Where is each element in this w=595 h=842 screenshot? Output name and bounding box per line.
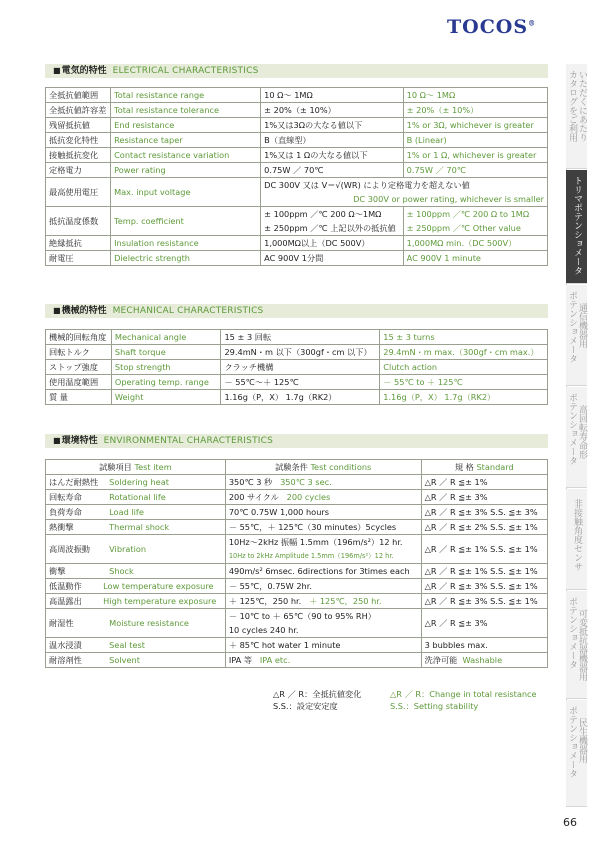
row-label-en: Moisture resistance (101, 609, 225, 638)
legend-jp: S.S.：設定安定度 (273, 701, 338, 711)
table-row (46, 653, 548, 668)
condition-line-1: － 10℃ to ＋ 65℃（90 to 95% RH） (228, 611, 376, 621)
value-en: B (Linear) (403, 133, 547, 148)
max-voltage-values (261, 178, 548, 207)
condition-en: 200 cycles (286, 492, 331, 502)
row-label-en: Rotational life (101, 490, 225, 505)
row-label-jp: 耐溶剤性 (46, 653, 102, 668)
value-en: 15 ± 3 turns (380, 330, 548, 345)
value-en: 1% or 1 Ω, whichever is greater (403, 148, 547, 163)
table-row (46, 594, 548, 609)
value-jp: ± 100ppm ／℃ 200 Ω～1MΩ (264, 209, 382, 219)
row-label-en: Contact resistance variation (111, 148, 261, 163)
legend-jp: △R ／ R：全抵抗値変化 (273, 689, 362, 699)
standard-en: Washable (462, 655, 503, 665)
condition-en: IPA etc. (259, 655, 291, 665)
side-tab-potentiometer-long-life[interactable] (566, 387, 587, 488)
table-row (46, 375, 548, 390)
condition-jp: IPA 等 (228, 655, 253, 665)
table-row (46, 579, 548, 594)
table-row (46, 360, 548, 375)
table-row (46, 390, 548, 405)
row-label-en: Vibration (101, 535, 225, 564)
value-en: Clutch action (380, 360, 548, 375)
header-jp: 規 格 (454, 462, 474, 472)
row-label-jp: 負荷寿命 (46, 505, 102, 520)
row-label-jp: 最高使用電圧 (46, 178, 111, 207)
table-row (46, 345, 548, 360)
header-standard (421, 460, 547, 475)
mechanical-title-en: MECHANICAL CHARACTERISTICS (112, 306, 264, 316)
row-label-en: Solvent (101, 653, 225, 668)
tab-label-line2: 民生機器用 (577, 718, 587, 763)
row-label-jp: 抵抗変化特性 (46, 133, 111, 148)
test-condition (225, 475, 421, 490)
value-en: DC 300V or power rating, whichever is smaller (353, 194, 544, 204)
condition-jp: 200 サイクル (228, 492, 279, 502)
row-label-en: Seal test (101, 638, 225, 653)
row-label-jp: 絶縁抵抗 (46, 236, 111, 251)
tocos-logo (447, 16, 559, 44)
value-jp: 15 ± 3 回転 (221, 330, 380, 345)
table-row (46, 207, 548, 236)
row-label-en: Operating temp. range (111, 375, 221, 390)
condition-jp: 350℃ 3 秒 (228, 477, 273, 487)
row-label-en: Temp. coefficient (111, 207, 261, 236)
side-tab-potentiometer-consumer[interactable] (566, 700, 587, 807)
header-test-conditions (225, 460, 421, 475)
row-label-en: Soldering heat (101, 475, 225, 490)
tab-label-line1: ポテンショメータ (567, 291, 577, 363)
value-jp: 10 Ω～ 1MΩ (261, 88, 403, 103)
condition-en: 350℃ 3 sec. (280, 477, 332, 487)
test-condition: 490m/s² 6msec. 6directions for 3times each (225, 564, 421, 579)
header-test-item (46, 460, 226, 475)
tab-label-line1: ポテンショメータ (567, 597, 577, 669)
standard-value: △R ／ R ≦± 3% S.S. ≦± 3% (421, 505, 547, 520)
row-label-en: Load life (101, 505, 225, 520)
row-label-en: Low temperature exposure (101, 579, 225, 594)
value-en: 29.4mN・m max.（300gf・cm max.） (380, 345, 548, 360)
row-label-en: Shaft torque (111, 345, 221, 360)
header-en: Test conditions (310, 462, 372, 472)
standard-value: △R ／ R ≦± 3% (421, 490, 547, 505)
header-jp: 試験条件 (275, 462, 308, 472)
value-jp: 1%又は3Ωの大なる値以下 (261, 118, 403, 133)
row-label-jp: 残留抵抗値 (46, 118, 111, 133)
row-label-jp: 抵抗温度係数 (46, 207, 111, 236)
electrical-title-jp: ■ 電気的特性 (53, 66, 107, 76)
value-jp: ± 20%（± 10%） (261, 103, 403, 118)
tab-label-line1: ポテンショメータ (567, 393, 577, 465)
row-label-jp: 定格電力 (46, 163, 111, 178)
side-tab-catalog-guide[interactable] (566, 64, 587, 169)
row-label-jp: 接触抵抗変化 (46, 148, 111, 163)
row-label-en: Resistance taper (111, 133, 261, 148)
table-row (46, 330, 548, 345)
value-jp: クラッチ機構 (221, 360, 380, 375)
row-label-en: Thermal shock (101, 520, 225, 535)
value-en: ± 250ppm ／℃ Other value (406, 223, 521, 233)
row-label-en: Weight (111, 390, 221, 405)
header-en: Standard (476, 462, 514, 472)
electrical-section-header (45, 64, 548, 78)
side-tab-non-contact-sensor[interactable] (566, 489, 587, 590)
condition-en: ＋ 125℃，250 hr. (309, 596, 382, 606)
row-label-jp: 衝撃 (46, 564, 102, 579)
value-jp: 1.16g（P，X） 1.7g（RK2） (221, 390, 380, 405)
value-en: 10 Ω～ 1MΩ (403, 88, 547, 103)
table-row (46, 118, 548, 133)
footnote-legend (273, 688, 537, 712)
value-en: － 55℃ to ＋ 125℃ (380, 375, 548, 390)
standard-value (421, 653, 547, 668)
side-tab-potentiometer-variable-resistor[interactable] (566, 591, 587, 699)
row-label-en: Max. input voltage (111, 178, 261, 207)
table-row (46, 520, 548, 535)
row-label-en: Total resistance tolerance (111, 103, 261, 118)
row-label-jp: 機械的回転角度 (46, 330, 112, 345)
row-label-en: End resistance (111, 118, 261, 133)
row-label-jp: 耐湿性 (46, 609, 102, 638)
test-condition (225, 490, 421, 505)
header-en: Test item (134, 462, 172, 472)
value-jp: 1%又は 1 Ωの大なる値以下 (261, 148, 403, 163)
test-condition: 70℃ 0.75W 1,000 hours (225, 505, 421, 520)
value-en: ± 20%（± 10%） (403, 103, 547, 118)
value-en: AC 900V 1 minute (403, 251, 547, 266)
logo-text: TOCOS (447, 16, 529, 38)
row-label-jp: 高温露出 (46, 594, 102, 609)
tab-label-line1: カタログをご利用 (567, 70, 577, 142)
tab-label-line2: いただくにあたり (577, 70, 587, 142)
test-condition: ＋ 85℃ hot water 1 minute (225, 638, 421, 653)
value-jp: 29.4mN・m 以下（300gf・cm 以下） (221, 345, 380, 360)
standard-value: △R ／ R ≦± 1% (421, 475, 547, 490)
value-en: 1,000MΩ min.（DC 500V） (403, 236, 547, 251)
temp-coef-values-jp (261, 207, 403, 236)
row-label-jp: 質 量 (46, 390, 112, 405)
value-en: 1.16g（P，X） 1.7g（RK2） (380, 390, 548, 405)
value-jp: DC 300V 又は V＝√(WR) により定格電力を超えない値 (264, 180, 470, 190)
vibration-conditions (225, 535, 421, 564)
row-label-jp: 全抵抗値範囲 (46, 88, 111, 103)
table-row (46, 638, 548, 653)
moisture-conditions (225, 609, 421, 638)
row-label-en: Dielectric strength (111, 251, 261, 266)
table-row (46, 133, 548, 148)
tab-label-line1: トリマポテンショメータ (572, 176, 582, 275)
electrical-table (45, 87, 548, 266)
row-label-jp: 回転寿命 (46, 490, 102, 505)
row-label-jp: 熱衝撃 (46, 520, 102, 535)
table-row (46, 148, 548, 163)
electrical-title-en: ELECTRICAL CHARACTERISTICS (112, 66, 259, 76)
value-jp: B（直線型） (261, 133, 403, 148)
standard-value: △R ／ R ≦± 2% S.S. ≦± 1% (421, 520, 547, 535)
table-row (46, 490, 548, 505)
tab-label-line2: 可変抵抗器機器用 (577, 609, 587, 681)
row-label-en: Mechanical angle (111, 330, 221, 345)
standard-jp: 洗浄可能 (424, 655, 458, 665)
row-label-en: Stop strength (111, 360, 221, 375)
row-label-jp: 回転トルク (46, 345, 112, 360)
table-row (46, 88, 548, 103)
page-number: 66 (563, 816, 577, 829)
value-jp: － 55℃～＋ 125℃ (221, 375, 380, 390)
table-header-row (46, 460, 548, 475)
table-row (46, 178, 548, 207)
standard-value: △R ／ R ≦± 1% S.S. ≦± 1% (421, 564, 547, 579)
test-condition (225, 594, 421, 609)
table-row (46, 564, 548, 579)
row-label-jp: 全抵抗値許容差 (46, 103, 111, 118)
standard-value: △R ／ R ≦± 1% S.S. ≦± 1% (421, 535, 547, 564)
row-label-en: High temperature exposure (101, 594, 225, 609)
environmental-title-en: ENVIRONMENTAL CHARACTERISTICS (103, 436, 274, 446)
value-jp: 0.75W ／ 70℃ (261, 163, 403, 178)
tab-label-line1: 非接触角度センサ (572, 499, 582, 571)
value-en: ± 100ppm ／℃ 200 Ω to 1MΩ (406, 209, 530, 219)
legend-en: △R ／ R：Change in total resistance (390, 689, 537, 699)
mechanical-section-header (45, 304, 548, 318)
table-row (46, 103, 548, 118)
tab-label-line2: 通信機器用 (577, 303, 587, 348)
test-condition: － 55℃，＋ 125℃（30 minutes）5cycles (225, 520, 421, 535)
value-en: 1% or 3Ω, whichever is greater (403, 118, 547, 133)
header-jp: 試験項目 (99, 462, 132, 472)
table-row (46, 505, 548, 520)
legend-en: S.S.：Setting stability (390, 701, 479, 711)
mechanical-table (45, 329, 548, 405)
value-jp: AC 900V 1分間 (261, 251, 403, 266)
row-label-jp: 高周波振動 (46, 535, 102, 564)
table-row (46, 163, 548, 178)
row-label-jp: 温水浸漬 (46, 638, 102, 653)
registered-mark: ® (528, 18, 537, 28)
row-label-en: Insulation resistance (111, 236, 261, 251)
standard-value: 3 bubbles max. (421, 638, 547, 653)
test-condition (225, 653, 421, 668)
table-row (46, 535, 548, 564)
condition-line-2: 10 cycles 240 hr. (228, 625, 299, 635)
tab-label-line1: ポテンショメータ (567, 706, 577, 778)
condition-jp: 10Hz～2kHz 振幅 1.5mm（196m/s²）12 hr. (228, 537, 403, 547)
row-label-en: Total resistance range (111, 88, 261, 103)
environmental-title-jp: ■ 環境特性 (53, 436, 98, 446)
row-label-jp: 使用温度範囲 (46, 375, 112, 390)
environmental-section-header (45, 434, 548, 448)
table-row (46, 475, 548, 490)
value-en: 0.75W ／ 70℃ (403, 163, 547, 178)
standard-value: △R ／ R ≦± 3% S.S. ≦± 1% (421, 594, 547, 609)
side-tab-trimmer-potentiometer[interactable] (566, 170, 587, 284)
condition-en: 10Hz to 2kHz Amplitude 1.5mm（196m/s²）12 hr. (228, 552, 394, 560)
standard-value: △R ／ R ≦± 3% S.S. ≦± 1% (421, 579, 547, 594)
table-row (46, 251, 548, 266)
tab-label-line2: 高回転寿命形 (577, 405, 587, 459)
row-label-en: Power rating (111, 163, 261, 178)
row-label-jp: 耐電圧 (46, 251, 111, 266)
test-condition: － 55℃，0.75W 2hr. (225, 579, 421, 594)
row-label-jp: 低温動作 (46, 579, 102, 594)
table-row (46, 236, 548, 251)
value-jp: ± 250ppm ／℃ 上記以外の抵抗値 (264, 223, 396, 233)
environmental-table (45, 459, 548, 668)
row-label-jp: ストップ強度 (46, 360, 112, 375)
row-label-jp: はんだ耐熱性 (46, 475, 102, 490)
table-row (46, 609, 548, 638)
side-tab-potentiometer-communication[interactable] (566, 285, 587, 386)
condition-jp: ＋ 125℃，250 hr. (228, 596, 302, 606)
mechanical-title-jp: ■ 機械的特性 (53, 306, 107, 316)
row-label-en: Shock (101, 564, 225, 579)
temp-coef-values-en (403, 207, 547, 236)
standard-value: △R ／ R ≦± 3% (421, 609, 547, 638)
value-jp: 1,000MΩ以上（DC 500V） (261, 236, 403, 251)
